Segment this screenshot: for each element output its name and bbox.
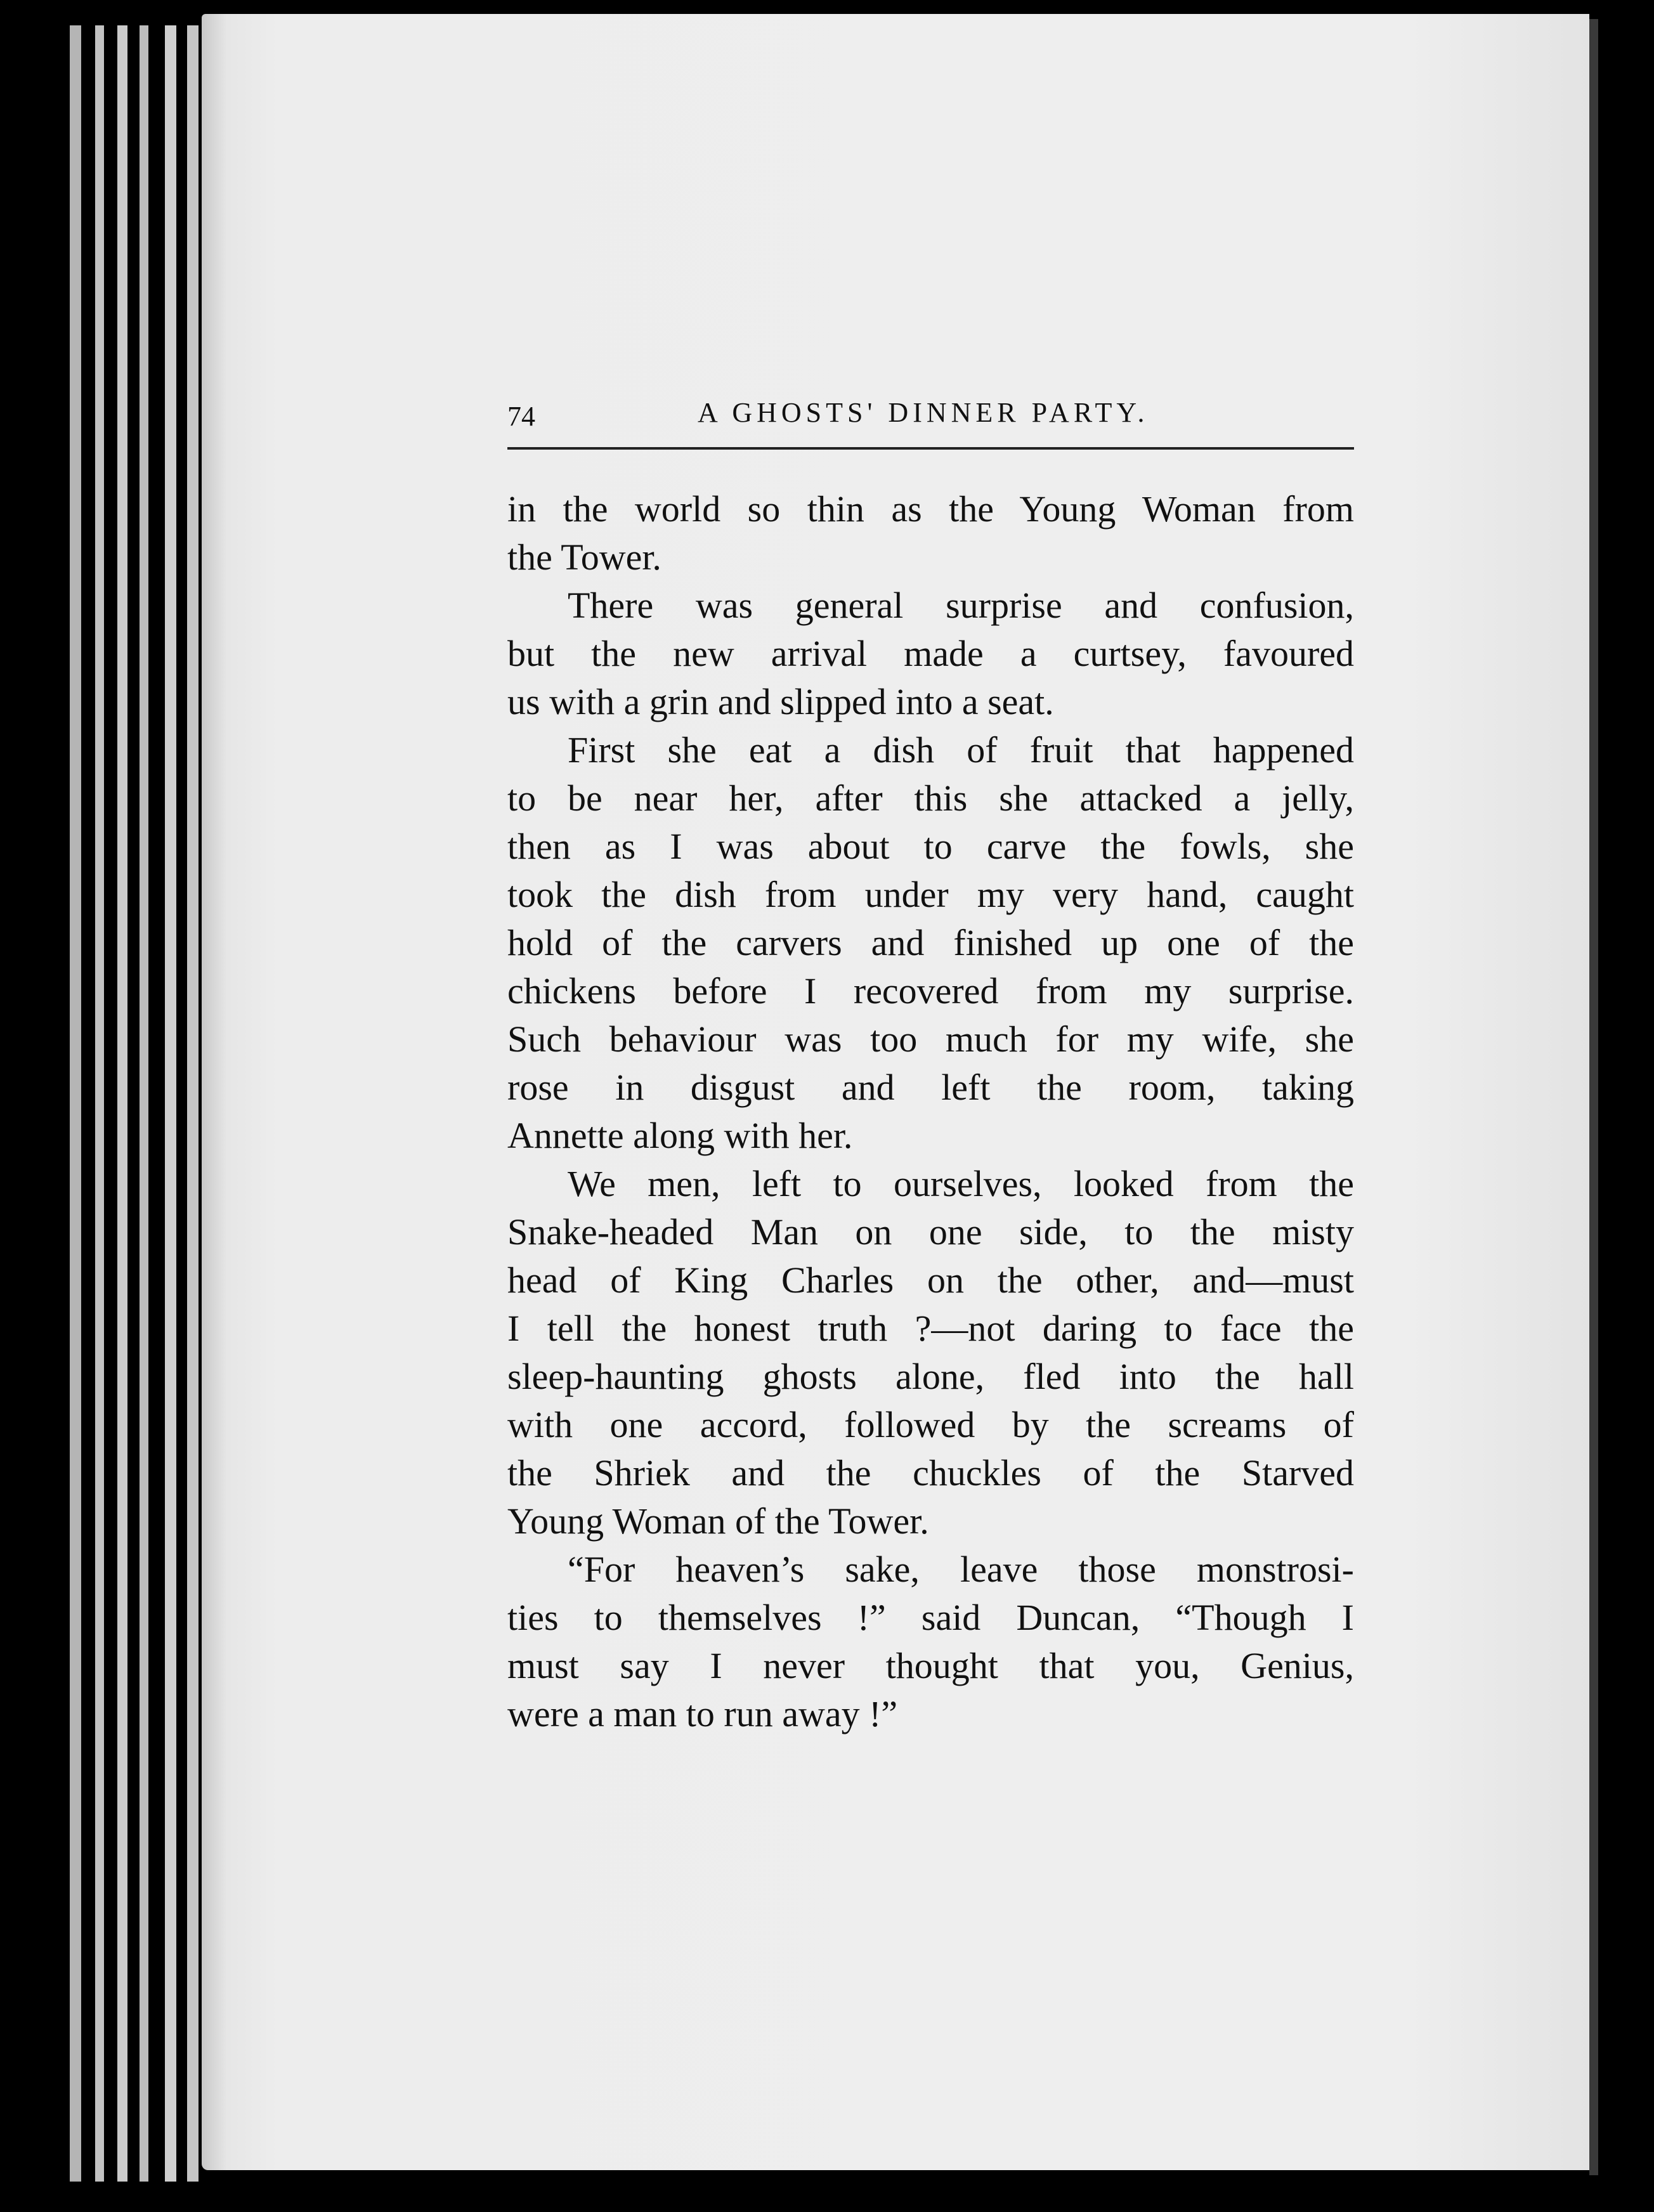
text-line: First she eat a dish of fruit that happened bbox=[568, 729, 1354, 771]
text-line: Snake-headed Man on one side, to the misty bbox=[507, 1211, 1354, 1252]
text-line: Young Woman of the Tower. bbox=[507, 1500, 929, 1542]
text-line: I tell the honest truth ?—not daring to face the bbox=[507, 1308, 1354, 1349]
text-line: were a man to run away !” bbox=[507, 1693, 898, 1734]
text-line: We men, left to ourselves, looked from the bbox=[568, 1163, 1354, 1204]
text-line: us with a grin and slipped into a seat. bbox=[507, 681, 1054, 722]
text-line: with one accord, followed by the screams of bbox=[507, 1404, 1354, 1445]
text-line: the Tower. bbox=[507, 537, 661, 578]
text-line: head of King Charles on the other, and—must bbox=[507, 1259, 1354, 1301]
text-line: There was general surprise and confusion, bbox=[568, 585, 1354, 626]
text-line: took the dish from under my very hand, caught bbox=[507, 874, 1354, 915]
text-line: to be near her, after this she attacked a jelly, bbox=[507, 777, 1354, 819]
text-line: chickens before I recovered from my surprise. bbox=[507, 970, 1354, 1012]
header-rule bbox=[507, 447, 1354, 450]
running-head bbox=[507, 396, 1354, 441]
text-line: then as I was about to carve the fowls, she bbox=[507, 826, 1354, 867]
running-title: A GHOSTS' DINNER PARTY. bbox=[698, 397, 1149, 428]
text-line: hold of the carvers and finished up one of the bbox=[507, 922, 1354, 963]
text-line: but the new arrival made a curtsey, favoured bbox=[507, 633, 1354, 674]
text-line: the Shriek and the chuckles of the Starved bbox=[507, 1452, 1354, 1493]
text-line: Such behaviour was too much for my wife, she bbox=[507, 1018, 1354, 1060]
body-text bbox=[507, 485, 1354, 1738]
text-line: ties to themselves !” said Duncan, “Though I bbox=[507, 1597, 1354, 1638]
text-line: in the world so thin as the Young Woman from bbox=[507, 488, 1354, 530]
page-edges bbox=[70, 25, 216, 2182]
facing-page-edge bbox=[1589, 19, 1598, 2175]
text-line: sleep-haunting ghosts alone, fled into the hall bbox=[507, 1356, 1354, 1397]
text-line: rose in disgust and left the room, taking bbox=[507, 1067, 1354, 1108]
text-line: must say I never thought that you, Genius, bbox=[507, 1645, 1354, 1686]
page-number: 74 bbox=[507, 401, 535, 432]
text-line: Annette along with her. bbox=[507, 1115, 853, 1156]
text-line: “For heaven’s sake, leave those monstrosi- bbox=[568, 1549, 1354, 1590]
